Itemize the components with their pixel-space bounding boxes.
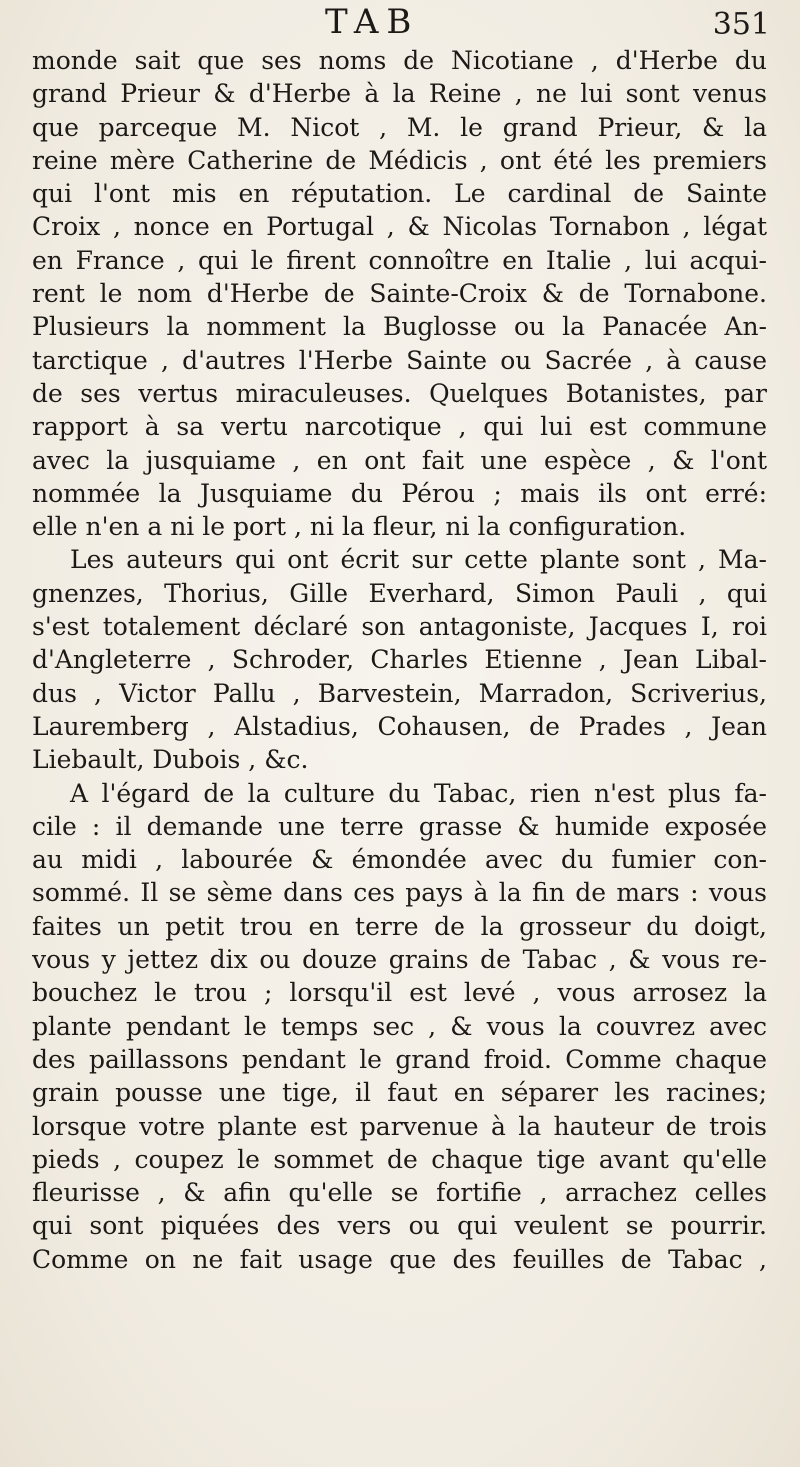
text-line: bouchez le trou ; lorsqu'il est levé , vous arrosez la <box>32 978 767 1008</box>
text-line: qui l'ont mis en réputation. Le cardinal de Sainte <box>32 179 767 209</box>
text-line: en France , qui le firent connoître en Italie , lui acqui- <box>32 245 767 275</box>
text-line: au midi , labourée & émondée avec du fumier con- <box>32 845 767 875</box>
text-line: fleurisse , & afin qu'elle se fortifie , arrachez celles <box>32 1178 767 1208</box>
text-line: plante pendant le temps sec , & vous la couvrez avec <box>32 1011 767 1041</box>
text-line: pieds , coupez le sommet de chaque tige avant qu'elle <box>32 1144 767 1174</box>
text-line: cile : il demande une terre grasse & humide exposée <box>32 811 767 841</box>
text-line: lorsque votre plante est parvenue à la hauteur de trois <box>32 1111 767 1141</box>
text-line: Croix , nonce en Portugal , & Nicolas Tornabon , légat <box>32 212 767 242</box>
running-head <box>0 2 800 42</box>
text-line: A l'égard de la culture du Tabac, rien n'est plus fa- <box>70 778 767 808</box>
text-line: rent le nom d'Herbe de Sainte-Croix & de Tornabone. <box>32 279 767 309</box>
text-line: Lauremberg , Alstadius, Cohausen, de Prades , Jean <box>32 711 767 741</box>
text-line: elle n'en a ni le port , ni la fleur, ni la configuration. <box>32 512 687 542</box>
text-line: Les auteurs qui ont écrit sur cette plante sont , Ma- <box>70 545 767 575</box>
text-line: nommée la Jusquiame du Pérou ; mais ils ont erré: <box>32 478 767 508</box>
text-line: grain pousse une tige, il faut en séparer les racines; <box>32 1078 767 1108</box>
text-line: Comme on ne fait usage que des feuilles de Tabac , <box>32 1244 767 1274</box>
text-line: monde sait que ses noms de Nicotiane , d'Herbe du <box>32 46 767 75</box>
text-line: Liebault, Dubois , &c. <box>32 745 309 775</box>
text-line: Plusieurs la nomment la Buglosse ou la Panacée An- <box>32 312 767 342</box>
running-head-title: TAB <box>325 2 420 42</box>
text-line: rapport à sa vertu narcotique , qui lui est commune <box>32 412 767 442</box>
text-line: avec la jusquiame , en ont fait une espèce , & l'ont <box>32 445 767 475</box>
page-number: 351 <box>712 7 770 42</box>
text-line: gnenzes, Thorius, Gille Everhard, Simon Pauli , qui <box>32 578 767 608</box>
text-line: vous y jettez dix ou douze grains de Tabac , & vous re- <box>32 945 767 975</box>
text-line: d'Angleterre , Schroder, Charles Etienne , Jean Libal- <box>32 645 767 675</box>
text-line: faites un petit trou en terre de la grosseur du doigt, <box>32 911 767 941</box>
text-line: de ses vertus miraculeuses. Quelques Botanistes, par <box>32 378 767 408</box>
text-line: s'est totalement déclaré son antagoniste, Jacques I, roi <box>32 612 767 642</box>
text-line: des paillassons pendant le grand froid. Comme chaque <box>32 1044 767 1074</box>
text-line: que parceque M. Nicot , M. le grand Prieur, & la <box>32 112 767 142</box>
text-line: sommé. Il se sème dans ces pays à la fin de mars : vous <box>32 878 767 908</box>
text-line: qui sont piquées des vers ou qui veulent se pourrir. <box>32 1211 767 1241</box>
text-line: grand Prieur & d'Herbe à la Reine , ne lui sont venus <box>32 79 767 109</box>
text-line: tarctique , d'autres l'Herbe Sainte ou Sacrée , à cause <box>32 345 767 375</box>
body-text <box>32 44 767 1276</box>
text-line: reine mère Catherine de Médicis , ont été les premiers <box>32 145 767 175</box>
text-line: dus , Victor Pallu , Barvestein, Marradon, Scriverius, <box>32 678 767 708</box>
